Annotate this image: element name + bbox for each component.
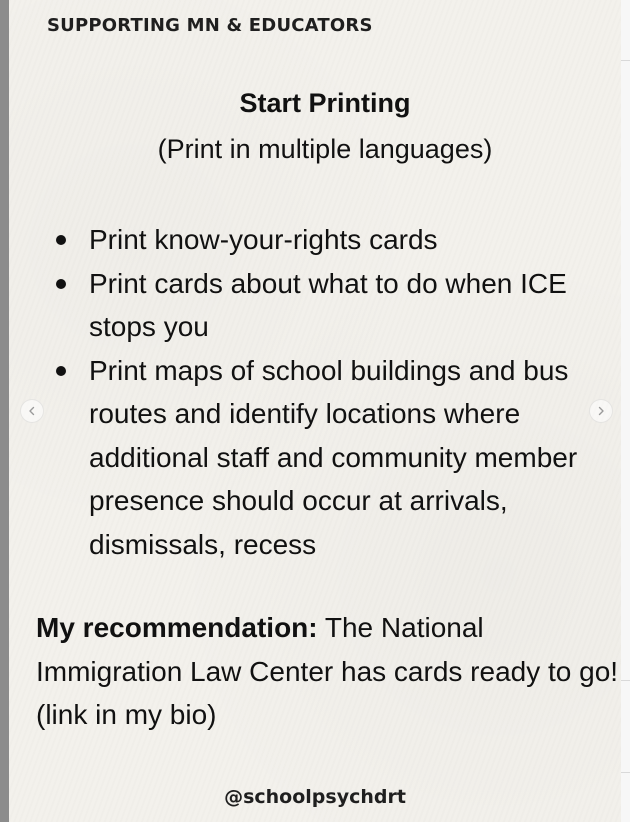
list-item bbox=[52, 218, 617, 262]
bullet-icon bbox=[56, 235, 66, 245]
recommendation-text: The National Immigration Law Center has cards ready to go! (link in my bio) bbox=[36, 612, 619, 730]
chevron-right-icon bbox=[596, 406, 606, 416]
list-item-text: Print know-your-rights cards bbox=[89, 224, 438, 255]
carousel-next-button[interactable] bbox=[589, 399, 613, 423]
bullet-icon bbox=[56, 366, 66, 376]
list-item bbox=[52, 349, 617, 567]
list-item-text: Print cards about what to do when ICE stops you bbox=[89, 267, 567, 342]
post-header: SUPPORTING MN & EDUCATORS bbox=[47, 15, 373, 36]
carousel-prev-button[interactable] bbox=[20, 399, 44, 423]
recommendation-label: My recommendation: bbox=[36, 612, 318, 643]
gutter-divider bbox=[621, 680, 630, 681]
chevron-left-icon bbox=[27, 406, 37, 416]
post-title: Start Printing bbox=[239, 88, 411, 118]
bullet-list bbox=[52, 218, 617, 566]
right-gutter bbox=[621, 0, 630, 822]
post-subtitle: (Print in multiple languages) bbox=[157, 134, 493, 164]
gutter-divider bbox=[621, 60, 630, 61]
gutter-divider bbox=[621, 772, 630, 773]
recommendation bbox=[36, 606, 620, 737]
list-item-text: Print maps of school buildings and bus routes and identify locations where additional staff and community member presence should occur at arrivals, dismissals, recess bbox=[89, 354, 578, 560]
author-handle: @schoolpsychdrt bbox=[224, 786, 406, 808]
left-edge bbox=[0, 0, 9, 822]
list-item bbox=[52, 262, 617, 349]
bullet-icon bbox=[56, 279, 66, 289]
